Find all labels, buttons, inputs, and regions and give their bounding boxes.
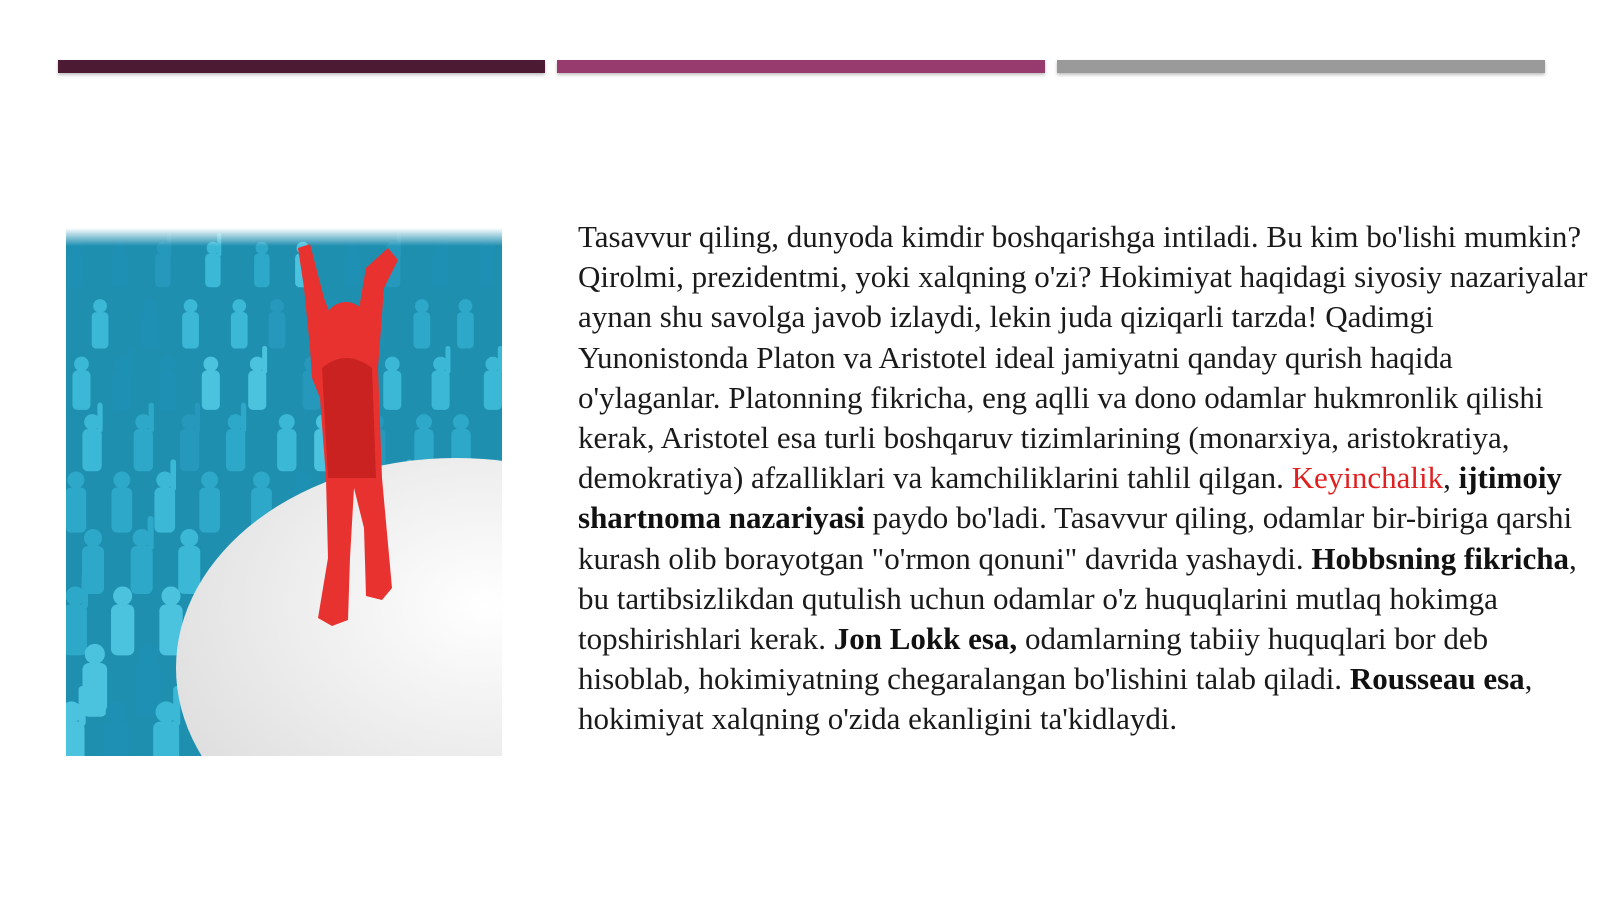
header-accent-bar-magenta — [557, 60, 1045, 73]
crowd-illustration-svg — [66, 228, 502, 756]
crowd-person — [66, 472, 86, 533]
crowd-person — [82, 644, 107, 717]
top-fade — [66, 228, 502, 246]
paragraph-comma: , — [1443, 460, 1459, 496]
crowd-person — [111, 242, 126, 288]
hobbs-term: Hobbsning fikricha — [1311, 540, 1569, 576]
rousseau-term: Rousseau esa — [1349, 661, 1525, 697]
crowd-person — [199, 472, 220, 533]
crowd-person — [202, 357, 220, 410]
header-accent-bar-dark — [58, 60, 545, 73]
crowd-person — [182, 299, 199, 348]
paragraph-after-locke: odamlarning tabiiy huquqlari bor deb hisoblab, hokimiyatning chegaralangan bo'lishini talab qiladi. — [578, 621, 1489, 697]
crowd-person — [137, 644, 162, 717]
crowd-person — [457, 299, 474, 348]
crowd-person — [277, 414, 296, 471]
paragraph-after-rousseau: , hokimiyat xalqning o'zida ekanligini ta'kidlaydi. — [578, 661, 1533, 737]
body-paragraph — [578, 217, 1596, 740]
crowd-person — [68, 242, 83, 288]
paragraph-after-hobbs: , bu tartibsizlikdan qutulish uchun odamlar o'z huquqlarini mutlaq hokimga topshirishlari kerak. — [578, 540, 1577, 657]
crowd-person — [141, 299, 158, 348]
crowd-person — [111, 586, 134, 655]
social-contract-term: ijtimoiy shartnoma nazariyasi — [578, 460, 1562, 536]
header-accent-bar-gray — [1057, 60, 1545, 73]
paragraph-intro: Tasavvur qiling, dunyoda kimdir boshqarishga intiladi. Bu kim bo'lishi mumkin? Qirolmi, prezidentmi, yoki xalqning o'zi? Hokimiyat haqidagi siyosiy nazariyalar aynan shu savolga javob izlaydi, lekin juda qiziqarli tarzda! Qadimgi Yunonistonda Platon va Aristotel ideal jamiyatni qanday qurish haqida o'ylaganlar. Platonning fikricha, eng aqlli va dono odamlar hukmronlik qilishi kerak, Aristotel esa turli boshqaruv tizimlarining (monarxiya, aristokratiya, demokratiya) afzalliklari va kamchiliklarini tahlil qilgan. — [578, 219, 1588, 496]
crowd-person — [269, 299, 286, 348]
crowd-person — [178, 529, 200, 594]
paragraph-after-contract: paydo bo'ladi. Tasavvur qiling, odamlar bir-biriga qarshi kurash olib borayotgan "o'rmon qonuni" davrida yashaydi. — [578, 500, 1573, 576]
keyinchalik-highlight: Keyinchalik — [1291, 460, 1444, 496]
crowd-person — [112, 472, 133, 533]
crowd-person — [345, 242, 360, 288]
crowd-person — [383, 357, 401, 410]
crowd-with-leader-illustration — [66, 228, 502, 756]
locke-term: Jon Lokk esa, — [833, 621, 1018, 657]
crowd-person — [72, 357, 90, 410]
crowd-person — [92, 299, 109, 348]
crowd-person — [254, 242, 269, 288]
crowd-person — [413, 299, 430, 348]
crowd-person — [103, 701, 129, 756]
crowd-person — [231, 299, 248, 348]
crowd-person — [158, 357, 176, 410]
